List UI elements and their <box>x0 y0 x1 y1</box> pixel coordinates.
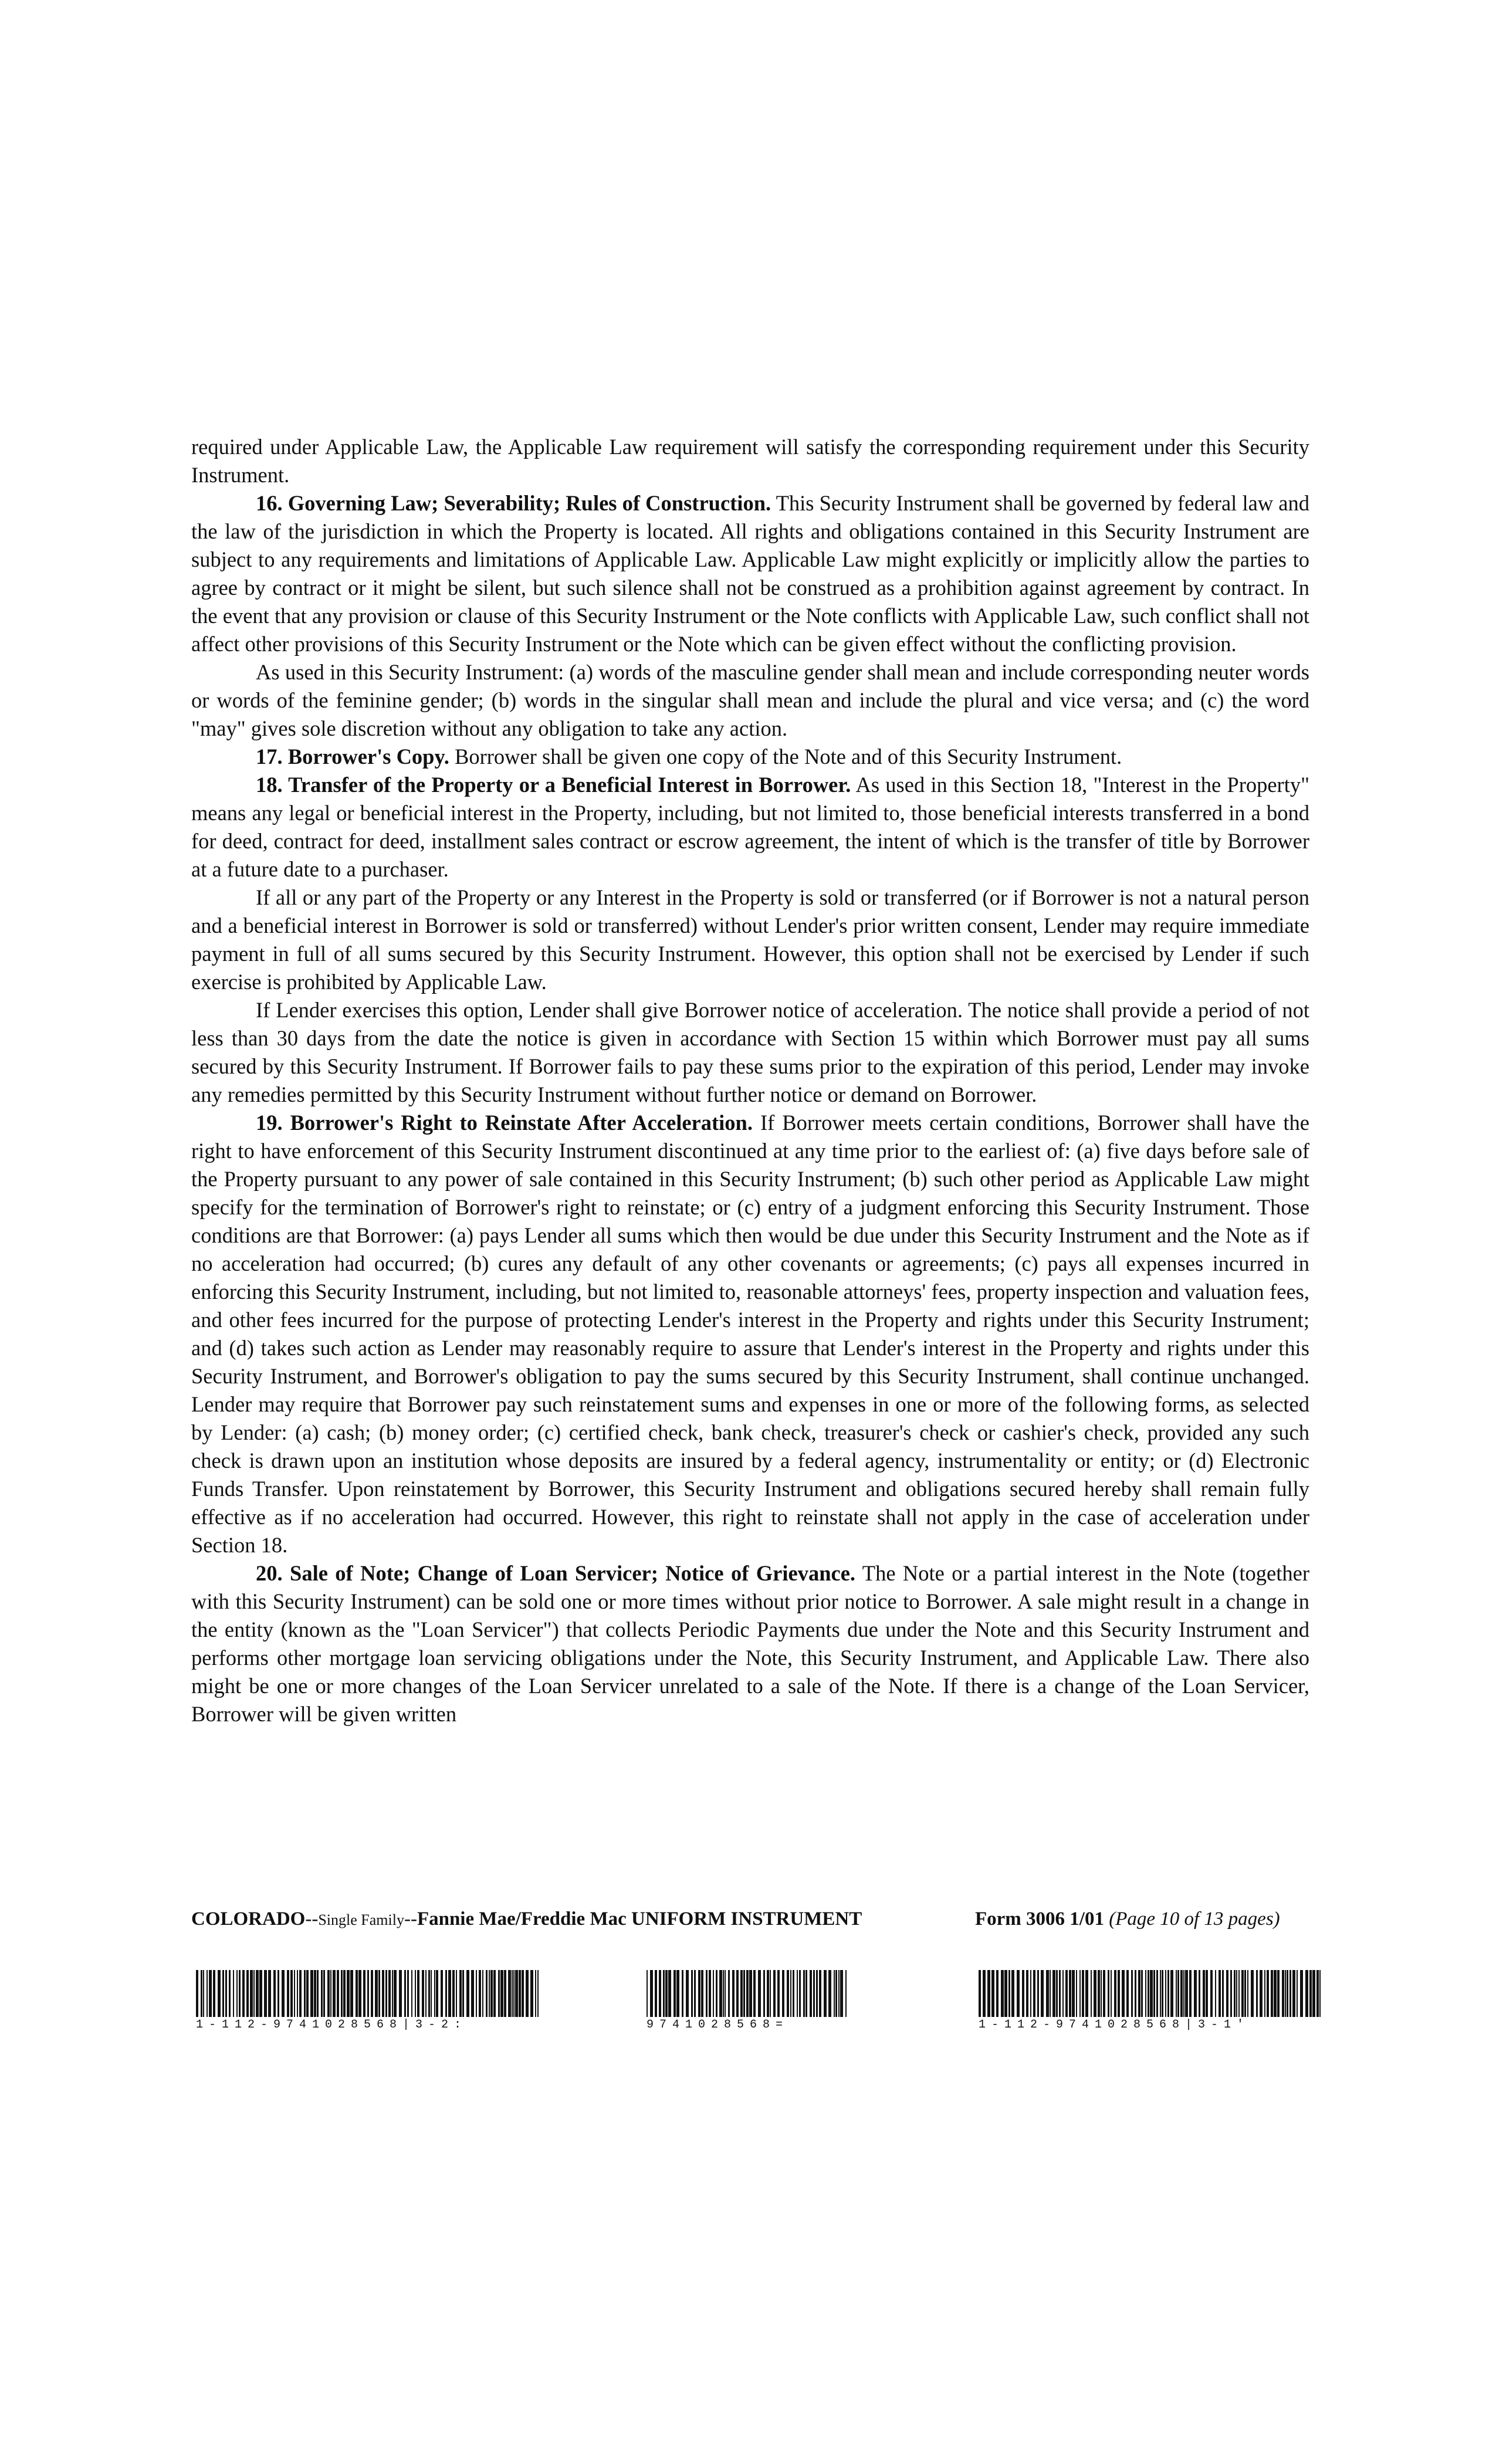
section-18-paragraph-3: If Lender exercises this option, Lender shall give Borrower notice of acceleration. The notice shall provide a period of not less than 30 days from the date the notice is given in accordance with Section 15 within which Borrower must pay all sums secured by this Security Instrument. If Borrower fails to pay these sums prior to the expiration of this period, Lender may invoke any remedies permitted by this Security Instrument without further notice or demand on Borrower. <box>191 998 1309 1106</box>
barcode-right-label: 1-112-9741028568|3-1' <box>979 2018 1250 2032</box>
barcode-bar <box>840 1970 843 2017</box>
barcode-bar <box>777 1970 780 2017</box>
barcode-bar <box>732 1970 735 2017</box>
barcode-bar <box>304 1970 306 2017</box>
barcode-bar <box>209 1970 212 2017</box>
barcode-bar <box>838 1970 840 2017</box>
barcode-bar <box>1052 1970 1055 2017</box>
barcode-bar <box>382 1970 384 2017</box>
barcode-bar <box>813 1970 815 2017</box>
barcode-bar <box>253 1970 255 2017</box>
section-18 <box>191 771 1309 884</box>
barcode-bar <box>479 1970 481 2017</box>
barcode-left-bars <box>196 1970 540 2017</box>
barcode-bar <box>476 1970 477 2017</box>
section-18-heading: 18. Transfer of the Property or a Beneficial Interest in Borrower. <box>256 773 851 797</box>
barcode-bar <box>1215 1970 1216 2017</box>
barcode-bar <box>1059 1970 1061 2017</box>
barcode-bar <box>655 1970 657 2017</box>
barcode-bar <box>1244 1970 1246 2017</box>
barcode-bar <box>1122 1970 1125 2017</box>
barcode-bar <box>445 1970 447 2017</box>
barcode-bar <box>713 1970 714 2017</box>
barcode-bar <box>706 1970 708 2017</box>
footer-instrument-title <box>191 1908 862 1930</box>
section-16-heading: 16. Governing Law; Severability; Rules of Construction. <box>256 491 771 515</box>
barcode-bar <box>306 1970 309 2017</box>
barcode-bar <box>441 1970 443 2017</box>
barcode-bar <box>1069 1970 1071 2017</box>
barcode-bar <box>1305 1970 1308 2017</box>
barcode-bar <box>1141 1970 1143 2017</box>
barcode-bar <box>1026 1970 1028 2017</box>
barcode-bar <box>1271 1970 1273 2017</box>
barcode-bar <box>428 1970 430 2017</box>
barcode-bar <box>1267 1970 1269 2017</box>
barcode-middle-bars <box>647 1970 849 2017</box>
barcode-left <box>196 1970 540 2032</box>
barcode-bar <box>1114 1970 1116 2017</box>
barcode-bar <box>1199 1970 1200 2017</box>
barcode-bar <box>482 1970 483 2017</box>
barcode-bar <box>790 1970 791 2017</box>
barcode-bar <box>287 1970 289 2017</box>
barcode-bar <box>493 1970 496 2017</box>
barcode-bar <box>787 1970 789 2017</box>
barcode-bar <box>991 1970 994 2017</box>
barcode-bar <box>1126 1970 1129 2017</box>
barcode-bar <box>233 1970 234 2017</box>
barcode-bar <box>1206 1970 1208 2017</box>
barcode-bar <box>1001 1970 1004 2017</box>
barcode-bar <box>1098 1970 1100 2017</box>
section-17-text: Borrower shall be given one copy of the Note and of this Security Instrument. <box>449 744 1122 769</box>
section-18-text: As used in this Section 18, "Interest in the Property" means any legal or beneficial interest in the Property, including, but not limited to, those beneficial interests transferred in a bond for deed, contract for deed, installment sales contract or escrow agreement, the intent of which is the transfer of title by Borrower at a future date to a purchaser. <box>191 773 1309 881</box>
barcode-bar <box>1176 1970 1177 2017</box>
barcode-bar <box>1103 1970 1105 2017</box>
barcode-bar <box>314 1970 316 2017</box>
barcode-bar <box>299 1970 302 2017</box>
barcode-bar <box>647 1970 648 2017</box>
barcode-bar <box>1167 1970 1169 2017</box>
barcode-bar <box>770 1970 771 2017</box>
barcode-bar <box>673 1970 676 2017</box>
barcode-bar <box>456 1970 457 2017</box>
barcode-bar <box>526 1970 529 2017</box>
barcode-bar <box>363 1970 365 2017</box>
section-17 <box>191 743 1309 771</box>
barcode-bar <box>799 1970 801 2017</box>
barcode-bar <box>452 1970 455 2017</box>
barcode-bar <box>1033 1970 1035 2017</box>
barcode-bar <box>337 1970 339 2017</box>
barcode-bar <box>819 1970 821 2017</box>
barcode-bar <box>330 1970 331 2017</box>
barcode-bar <box>535 1970 536 2017</box>
page-footer <box>191 1908 1306 1938</box>
barcode-bar <box>1203 1970 1205 2017</box>
barcode-bar <box>422 1970 424 2017</box>
barcode-bar <box>1316 1970 1319 2017</box>
barcode-bar <box>816 1970 818 2017</box>
barcode-bar <box>1165 1970 1166 2017</box>
section-20 <box>191 1559 1309 1728</box>
barcode-bar <box>1138 1970 1140 2017</box>
barcode-bar <box>725 1970 726 2017</box>
barcode-bar <box>805 1970 807 2017</box>
barcode-bar <box>1247 1970 1248 2017</box>
barcode-bar <box>1030 1970 1031 2017</box>
barcode-bar <box>1076 1970 1077 2017</box>
barcode-bar <box>763 1970 765 2017</box>
barcode-bar <box>431 1970 432 2017</box>
barcode-bar <box>236 1970 238 2017</box>
barcode-bar <box>513 1970 515 2017</box>
barcode-bar <box>471 1970 474 2017</box>
barcode-bar <box>1282 1970 1284 2017</box>
barcode-bar <box>1091 1970 1092 2017</box>
barcode-bar <box>375 1970 378 2017</box>
barcode-bar <box>256 1970 259 2017</box>
barcode-bar <box>740 1970 743 2017</box>
barcode-bar <box>803 1970 805 2017</box>
barcode-bar <box>356 1970 358 2017</box>
barcode-bar <box>698 1970 700 2017</box>
barcode-bar <box>1162 1970 1163 2017</box>
barcode-bar <box>213 1970 215 2017</box>
barcode-bar <box>682 1970 683 2017</box>
barcode-bar <box>1050 1970 1051 2017</box>
barcode-bar <box>1150 1970 1153 2017</box>
barcode-bar <box>1230 1970 1232 2017</box>
barcode-bar <box>1062 1970 1064 2017</box>
barcode-bar <box>273 1970 276 2017</box>
barcode-bar <box>290 1970 293 2017</box>
barcode-bar <box>1082 1970 1084 2017</box>
barcode-bar <box>1011 1970 1014 2017</box>
barcode-bar <box>1319 1970 1321 2017</box>
barcode-bar <box>1260 1970 1263 2017</box>
barcode-bar <box>828 1970 831 2017</box>
barcode-bar <box>1264 1970 1265 2017</box>
barcode-bar <box>399 1970 402 2017</box>
barcode-bar <box>824 1970 827 2017</box>
footer-family: Single Family <box>318 1911 404 1928</box>
barcode-bar <box>1274 1970 1277 2017</box>
barcode-bar <box>1241 1970 1244 2017</box>
barcode-bar <box>333 1970 336 2017</box>
barcode-bar <box>659 1970 661 2017</box>
barcode-bar <box>242 1970 245 2017</box>
barcode-bar <box>691 1970 693 2017</box>
barcode-bar <box>1004 1970 1007 2017</box>
barcode-bar <box>1251 1970 1254 2017</box>
barcode-bar <box>701 1970 703 2017</box>
barcode-bar <box>1238 1970 1240 2017</box>
barcode-bar <box>218 1970 221 2017</box>
barcode-bar <box>498 1970 500 2017</box>
footer-page-number: (Page 10 of 13 pages) <box>1109 1908 1280 1930</box>
barcode-bar <box>225 1970 227 2017</box>
barcode-bar <box>1118 1970 1120 2017</box>
barcode-bar <box>1180 1970 1183 2017</box>
barcode-middle-label: 9741028568= <box>647 2018 789 2032</box>
barcode-bar <box>434 1970 435 2017</box>
barcode-bar <box>987 1970 990 2017</box>
barcode-bar <box>1289 1970 1291 2017</box>
barcode-bar <box>668 1970 671 2017</box>
document-body <box>191 433 1309 1728</box>
barcode-bar <box>1297 1970 1298 2017</box>
barcode-bar <box>417 1970 419 2017</box>
barcode-bar <box>1236 1970 1237 2017</box>
barcode-bar <box>758 1970 761 2017</box>
barcode-bar <box>845 1970 847 2017</box>
barcode-bar <box>736 1970 739 2017</box>
barcode-bar <box>719 1970 722 2017</box>
footer-form-info <box>975 1908 1280 1930</box>
barcode-bar <box>782 1970 784 2017</box>
barcode-bar <box>519 1970 521 2017</box>
barcode-bar <box>323 1970 325 2017</box>
barcode-bar <box>723 1970 724 2017</box>
barcode-bar <box>411 1970 412 2017</box>
barcode-bar <box>229 1970 231 2017</box>
barcode-bar <box>282 1970 285 2017</box>
barcode-bar <box>835 1970 837 2017</box>
barcode-bar <box>1156 1970 1158 2017</box>
section-20-heading: 20. Sale of Note; Change of Loan Servicer; Notice of Grievance. <box>256 1561 856 1585</box>
barcode-bar <box>728 1970 730 2017</box>
barcode-bar <box>388 1970 391 2017</box>
barcode-bar <box>436 1970 438 2017</box>
barcode-bar <box>676 1970 679 2017</box>
barcode-bar <box>317 1970 319 2017</box>
barcode-bar <box>392 1970 393 2017</box>
barcode-bar <box>1287 1970 1288 2017</box>
barcode-bar <box>1037 1970 1039 2017</box>
barcode-bar <box>746 1970 749 2017</box>
barcode-bar <box>378 1970 380 2017</box>
barcode-bar <box>259 1970 262 2017</box>
barcode-bar <box>1309 1970 1312 2017</box>
barcode-bar <box>341 1970 343 2017</box>
footer-separator-2: -- <box>404 1908 417 1930</box>
barcode-bar <box>1008 1970 1010 2017</box>
barcode-bar <box>686 1970 689 2017</box>
barcode-bar <box>201 1970 202 2017</box>
barcode-bar <box>508 1970 511 2017</box>
barcode-bar <box>264 1970 267 2017</box>
barcode-bar <box>371 1970 373 2017</box>
barcode-bar <box>415 1970 416 2017</box>
paragraph-continuation: required under Applicable Law, the Applicable Law requirement will satisfy the corresponding requirement under this Security Instrument. <box>191 435 1309 487</box>
barcode-bar <box>459 1970 462 2017</box>
barcode-bar <box>347 1970 350 2017</box>
barcode-bar <box>343 1970 346 2017</box>
barcode-bar <box>1085 1970 1088 2017</box>
barcode-left-label: 1-112-9741028568|3-2: <box>196 2018 468 2032</box>
barcode-bar <box>1234 1970 1236 2017</box>
barcode-bar <box>1170 1970 1173 2017</box>
barcode-bar <box>489 1970 490 2017</box>
section-16 <box>191 489 1309 658</box>
barcode-bar <box>321 1970 323 2017</box>
barcode-bar <box>504 1970 506 2017</box>
section-19-heading: 19. Borrower's Right to Reinstate After Acceleration. <box>256 1111 753 1135</box>
footer-agency: Fannie Mae/Freddie Mac UNIFORM INSTRUMENT <box>417 1908 862 1930</box>
barcode-bar <box>462 1970 464 2017</box>
barcode-bar <box>394 1970 397 2017</box>
section-16-paragraph-2: As used in this Security Instrument: (a) words of the masculine gender shall mean and include corresponding neuter words or words of the feminine gender; (b) words in the singular shall mean and include the plural and vice versa; and (c) the word "may" gives sole discretion without any obligation to take any action. <box>191 660 1309 740</box>
barcode-bar <box>1079 1970 1081 2017</box>
barcode-bar <box>810 1970 812 2017</box>
barcode-bar <box>1285 1970 1286 2017</box>
barcode-bar <box>1226 1970 1228 2017</box>
barcode-bar <box>490 1970 493 2017</box>
barcode-bar <box>1111 1970 1112 2017</box>
barcode-bar <box>1153 1970 1155 2017</box>
barcode-bar <box>1101 1970 1102 2017</box>
barcode-bar <box>1108 1970 1109 2017</box>
barcode-bar <box>793 1970 794 2017</box>
barcode-bar <box>203 1970 204 2017</box>
barcode-bar <box>327 1970 330 2017</box>
barcode-bar <box>294 1970 295 2017</box>
barcode-bar <box>522 1970 524 2017</box>
barcode-bar <box>749 1970 752 2017</box>
barcode-bar <box>1017 1970 1020 2017</box>
barcode-bar <box>367 1970 369 2017</box>
barcode-bar <box>207 1970 208 2017</box>
barcode-bar <box>1210 1970 1213 2017</box>
section-16-text: This Security Instrument shall be governed by federal law and the law of the jurisdiction in which the Property is located. All rights and obligations contained in this Security Instrument are subject to any requirements and limitations of Applicable Law. Applicable Law might explicitly or implicitly allow the parties to agree by contract or it might be silent, but such silence shall not be construed as a prohibition against agreement by contract. In the event that any provision or clause of this Security Instrument or the Note conflicts with Applicable Law, such conflict shall not affect other provisions of this Security Instrument or the Note which can be given effect without the conflicting provision. <box>191 491 1309 656</box>
barcode-bar <box>1148 1970 1149 2017</box>
barcode-bar <box>407 1970 409 2017</box>
barcode-bar <box>1160 1970 1161 2017</box>
barcode-bar <box>1046 1970 1049 2017</box>
barcode-bar <box>1135 1970 1136 2017</box>
barcode-bar <box>1185 1970 1188 2017</box>
barcode-bar <box>512 1970 513 2017</box>
barcode-bar <box>1256 1970 1258 2017</box>
barcode-bar <box>743 1970 745 2017</box>
barcode-bar <box>1183 1970 1184 2017</box>
barcode-bar <box>1292 1970 1295 2017</box>
barcode-bar <box>246 1970 249 2017</box>
barcode-bar <box>250 1970 253 2017</box>
section-19 <box>191 1109 1309 1559</box>
barcode-bar <box>1041 1970 1044 2017</box>
section-19-text: If Borrower meets certain conditions, Borrower shall have the right to have enforcement of this Security Instrument discontinued at any time prior to the earliest of: (a) five days before sale of the Property pursuant to any power of sale contained in this Security Instrument; (b) such other period as Applicable Law might specify for the termination of Borrower's right to reinstate; or (c) entry of a judgment enforcing this Security Instrument. Those conditions are that Borrower: (a) pays Lender all sums which then would be due under this Security Instrument and the Note as if no acceleration had occurred; (b) cures any default of any other covenants or agreements; (c) pays all expenses incurred in enforcing this Security Instrument, including, but not limited to, reasonable attorneys' fees, property inspection and valuation fees, and other fees incurred for the purpose of protecting Lender's interest in the Property and rights under this Security Instrument; and (d) takes such action as Lender may reasonably require to assure that Lender's interest in the Property and rights under this Security Instrument, and Borrower's obligation to pay the sums secured by this Security Instrument, shall continue unchanged. Lender may require that Borrower pay such reinstatement sums and expenses in one or more of the following forms, as selected by Lender: (a) cash; (b) money order; (c) certified check, bank check, treasurer's check or cashier's check, provided any such check is drawn upon an institution whose deposits are insured by a federal agency, instrumentality or entity; or (d) Electronic Funds Transfer. Upon reinstatement by Borrower, this Security Instrument and obligations secured hereby shall remain fully effective as if no acceleration had occurred. However, this right to reinstate shall not apply in the case of acceleration under Section 18. <box>191 1111 1309 1557</box>
barcode-bar <box>1189 1970 1192 2017</box>
barcode-bar <box>834 1970 835 2017</box>
barcode-bar <box>979 1970 981 2017</box>
barcode-bar <box>650 1970 653 2017</box>
barcode-bar <box>1094 1970 1096 2017</box>
barcode-bar <box>350 1970 353 2017</box>
barcode-bar <box>1065 1970 1068 2017</box>
barcode-bar <box>1072 1970 1075 2017</box>
barcode-bar <box>385 1970 387 2017</box>
barcode-bar <box>1277 1970 1280 2017</box>
barcode-bar <box>1222 1970 1224 2017</box>
barcode-right <box>979 1970 1322 2032</box>
section-18-paragraph-2: If all or any part of the Property or any Interest in the Property is sold or transferred (or if Borrower is not a natural person and a beneficial interest in Borrower is sold or transferred) without Lender's prior written consent, Lender may require immediate payment in full of all sums secured by this Security Instrument. However, this option shall not be exercised by Lender if such exercise is prohibited by Applicable Law. <box>191 885 1309 994</box>
barcode-bar <box>537 1970 539 2017</box>
barcode-bar <box>1131 1970 1133 2017</box>
barcode-bar <box>753 1970 756 2017</box>
barcode-bar <box>222 1970 224 2017</box>
barcode-bar <box>515 1970 518 2017</box>
footer-form-number: Form 3006 1/01 <box>975 1908 1104 1930</box>
barcode-bar <box>1219 1970 1221 2017</box>
barcode-bar <box>709 1970 711 2017</box>
barcode-middle <box>647 1970 849 2032</box>
barcode-bar <box>767 1970 769 2017</box>
barcode-bar <box>1056 1970 1058 2017</box>
footer-separator-1: -- <box>305 1908 319 1930</box>
barcode-bar <box>1145 1970 1146 2017</box>
barcode-bar <box>500 1970 503 2017</box>
barcode-right-bars <box>979 1970 1322 2017</box>
barcode-bar <box>1022 1970 1024 2017</box>
barcode-bar <box>716 1970 717 2017</box>
barcode-bar <box>773 1970 776 2017</box>
barcode-bar <box>996 1970 999 2017</box>
barcode-bar <box>486 1970 488 2017</box>
barcode-bar <box>196 1970 198 2017</box>
footer-state: COLORADO <box>191 1908 306 1930</box>
section-20-text: The Note or a partial interest in the Note (together with this Security Instrument) can be sold one or more times without prior notice to Borrower. A sale might result in a change in the entity (known as the "Loan Servicer") that collects Periodic Payments due under the Note and this Security Instrument and performs other mortgage loan servicing obligations under the Note, this Security Instrument, and Applicable Law. There also might be one or more changes of the Loan Servicer unrelated to a sale of the Note. If there is a change of the Loan Servicer, Borrower will be given written <box>191 1561 1309 1726</box>
barcode-bar <box>1300 1970 1303 2017</box>
barcode-bar <box>983 1970 986 2017</box>
barcode-bar <box>694 1970 696 2017</box>
barcode-bar <box>268 1970 271 2017</box>
barcode-bar <box>1194 1970 1197 2017</box>
barcode-bar <box>404 1970 406 2017</box>
barcode-bar <box>297 1970 298 2017</box>
barcode-bar <box>277 1970 279 2017</box>
barcode-bar <box>466 1970 469 2017</box>
barcode-bar <box>530 1970 533 2017</box>
barcode-bar <box>663 1970 665 2017</box>
barcode-bar <box>1177 1970 1179 2017</box>
barcode-bar <box>310 1970 313 2017</box>
barcode-bar <box>425 1970 427 2017</box>
section-17-heading: 17. Borrower's Copy. <box>256 744 449 769</box>
barcode-bar <box>358 1970 361 2017</box>
barcode-bar <box>239 1970 241 2017</box>
barcode-bar <box>665 1970 668 2017</box>
barcode-bar <box>797 1970 798 2017</box>
barcode-bar <box>1312 1970 1315 2017</box>
barcode-bar <box>448 1970 451 2017</box>
